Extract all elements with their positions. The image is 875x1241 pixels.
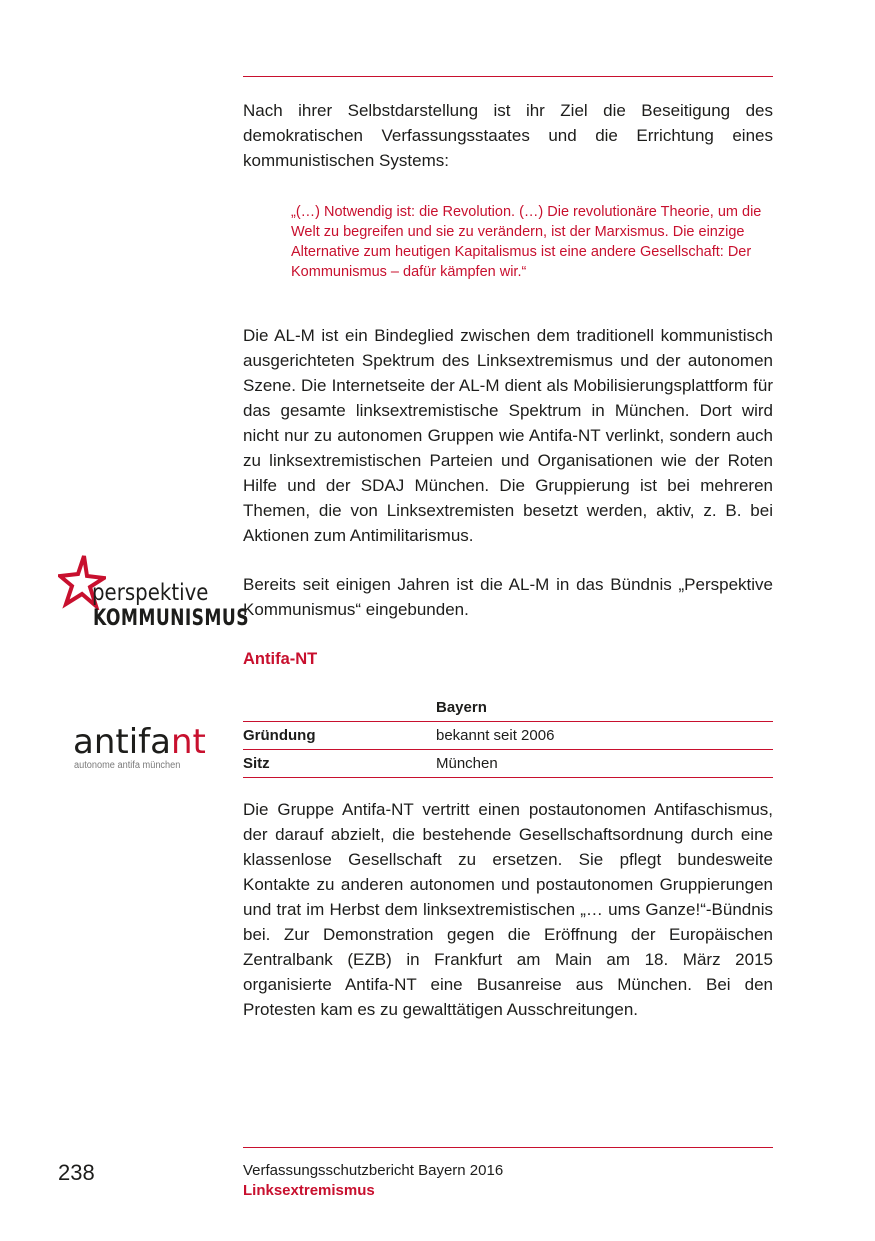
row-label-gruendung: Gründung bbox=[243, 727, 316, 744]
table-row bbox=[243, 722, 773, 750]
section-heading-antifa-nt: Antifa-NT bbox=[243, 650, 318, 668]
logo-text-perspektive: perspektive bbox=[92, 580, 209, 606]
antifa-nt-logo bbox=[73, 722, 223, 774]
row-label-sitz: Sitz bbox=[243, 755, 270, 772]
quote-block: „(…) Notwendig ist: die Revolution. (…) Die revolutionäre Theorie, um die Welt zu begreifen und sie zu verändern, ist der Marxismus. Die einzige Alternative zum heutigen Kapitalismus ist eine andere Gesellschaft: Der Kommunismus – dafür kämpfen wir.“ bbox=[291, 204, 762, 280]
page-number: 238 bbox=[58, 1160, 95, 1185]
wordmark-antifa: antifa bbox=[73, 722, 171, 762]
table-row bbox=[243, 750, 773, 778]
facts-table-header bbox=[243, 694, 773, 722]
wordmark-nt: nt bbox=[170, 722, 206, 762]
logo-text-kommunismus: KOMMUNISMUS bbox=[93, 606, 249, 631]
facts-table bbox=[243, 694, 773, 778]
antifa-nt-tagline: autonome antifa münchen bbox=[74, 760, 181, 771]
body-paragraph-1: Nach ihrer Selbstdarstellung ist ihr Ziel die Beseitigung des demokratischen Verfassungsstaates und die Errichtung eines kommunistischen Systems: bbox=[243, 101, 773, 170]
body-paragraph-3: Bereits seit einigen Jahren ist die AL-M in das Bündnis „Perspektive Kommunismus“ eingebunden. bbox=[243, 575, 773, 619]
facts-header-region: Bayern bbox=[436, 699, 487, 716]
footer-title: Verfassungsschutzbericht Bayern 2016 bbox=[243, 1162, 504, 1179]
body-paragraph-2: Die AL-M ist ein Bindeglied zwischen dem traditionell kommunistisch ausgerichteten Spektrum des Linksextremismus und der autonomen Szene. Die Internetseite der AL-M dient als Mobilisierungsplattform für das gesamte linksextremistische Spektrum in München. Dort wird nicht nur zu autonomen Gruppen wie Antifa-NT verlinkt, sondern auch zu linksextremistischen Parteien und Organisationen wie der Roten Hilfe und der SDAJ München. Die Gruppierung ist bei mehreren Themen, die von Linksextremisten besetzt werden, aktiv, z. B. bei Aktionen zum Antimilitarismus. bbox=[243, 326, 773, 545]
perspektive-kommunismus-logo bbox=[58, 554, 249, 634]
footer-section: Linksextremismus bbox=[243, 1182, 375, 1199]
body-paragraph-4: Die Gruppe Antifa-NT vertritt einen postautonomen Antifaschismus, der darauf abzielt, die bestehende Gesellschaftsordnung durch eine klassenlose Gesellschaft zu ersetzen. Sie pflegt bundesweite Kontakte zu anderen autonomen und postautonomen Gruppierungen und trat im Herbst dem linksextremistischen „… ums Ganze!“-Bündnis bei. Zur Demonstration gegen die Eröffnung der Europäischen Zentralbank (EZB) in Frankfurt am Main am 18. März 2015 organisierte Antifa-NT eine Busanreise aus München. Bei den Protesten kam es zu gewalttätigen Ausschreitungen. bbox=[243, 800, 773, 1019]
row-value-sitz: München bbox=[436, 755, 498, 772]
top-divider bbox=[243, 76, 773, 77]
footer-divider bbox=[243, 1147, 773, 1148]
row-value-gruendung: bekannt seit 2006 bbox=[436, 727, 555, 744]
facts-header-empty bbox=[243, 694, 436, 722]
antifa-nt-wordmark bbox=[73, 722, 206, 762]
